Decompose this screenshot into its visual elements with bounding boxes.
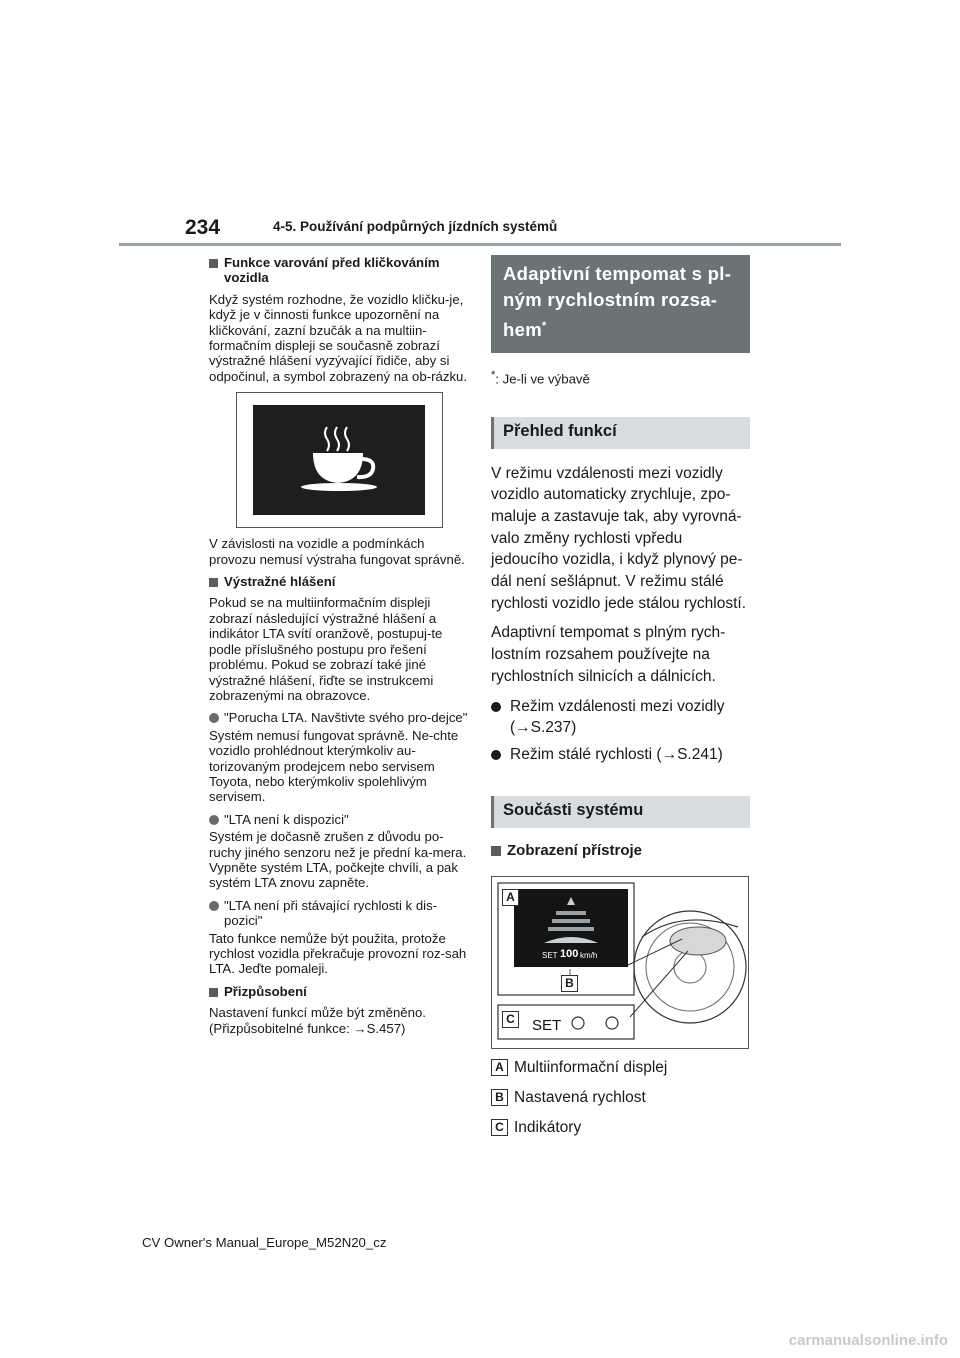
subsection-heading-overview: Přehled funkcí xyxy=(491,417,750,449)
legend-item-c xyxy=(491,1119,753,1137)
footnote xyxy=(491,369,753,386)
list-item: "Porucha LTA. Navštivte svého pro-dejce" xyxy=(209,710,471,725)
legend-text: Multiinformační displej xyxy=(514,1058,668,1076)
watermark: carmanualsonline.info xyxy=(788,1332,948,1349)
paragraph: V závislosti na vozidle a podmínkách provozu nemusí výstraha fungovat správně. xyxy=(209,536,465,567)
label-b: B xyxy=(561,975,578,992)
list-item: Režim vzdálenosti mezi vozidly (→S.237) xyxy=(491,696,753,739)
list-item: "LTA není při stávající rychlosti k dis-pozici" xyxy=(209,898,471,929)
instrument-panel-illustration xyxy=(492,877,748,1048)
chapter-title: 4-5. Používání podpůrných jízdních systémů xyxy=(273,219,558,234)
legend-letter: C xyxy=(491,1119,508,1136)
paragraph: Když systém rozhodne, že vozidlo kličku-je, když je v činnosti funkce upozornění na kličkování, zazní bzučák a na multiin-formačním displeji se současně zobrazí výstražné hlášení vyzývající řidiče, aby si odpočinul, a symbol zobrazený na ob-rázku. xyxy=(209,291,468,384)
heading-swerve-warning: Funkce varování před kličkováním vozidla xyxy=(209,255,471,286)
header-rule xyxy=(119,243,841,246)
subsection-heading-components: Součásti systému xyxy=(491,796,750,828)
legend-item-b xyxy=(491,1089,753,1107)
display-screen xyxy=(253,405,425,515)
instrument-diagram xyxy=(491,876,749,1049)
heading-warning-message: Výstražné hlášení xyxy=(209,574,471,589)
paragraph: V režimu vzdálenosti mezi vozidly vozidlo automaticky zrychluje, zpo-maluje a zastavuje tak, aby vyrovná-valo změny rychlosti vpředu jedoucího vozidla, i když plynový pe-dál není sešlápnut. V režimu stálé rychlosti vozidlo jede stálou rychlostí. xyxy=(491,464,747,612)
legend-item-a xyxy=(491,1059,753,1077)
paragraph: Pokud se na multiinformačním displeji zobrazí následující výstražné hlášení a indikátor LTA svítí oranžově, postupuj-te podle příslušného postupu pro řešení problému. Pokud se zobrazí také jiné výstražné hlášení, řiďte se instrukcemi zobrazenými na obrazovce. xyxy=(209,595,443,703)
label-a: A xyxy=(502,889,519,906)
right-column xyxy=(491,255,753,1149)
paragraph: Systém je dočasně zrušen z důvodu po-ruchy jiného senzoru než je přední ka-mera. Vypněte systém LTA, počkejte chvíli, a pak systém LTA znovu zapněte. xyxy=(209,829,467,891)
coffee-cup-icon xyxy=(253,405,425,515)
set-small-label: SET xyxy=(542,950,558,960)
legend-letter: B xyxy=(491,1089,508,1106)
left-column xyxy=(209,255,471,1043)
paragraph: Systém nemusí fungovat správně. Ne-chte vozidlo prohlédnout kterýmkoliv au-torizovaným prodejcem nebo servisem Toyota, nebo kterýmkoliv spolehlivým servisem. xyxy=(209,727,459,805)
coffee-cup-figure xyxy=(236,392,443,528)
set-indicator: SET xyxy=(532,1016,562,1034)
footnote-mark: * xyxy=(541,320,547,332)
paragraph: Tato funkce nemůže být použita, protože rychlost vozidla překračuje provozní roz-sah LTA. Jeďte pomaleji. xyxy=(209,930,467,977)
legend-letter: A xyxy=(491,1059,508,1076)
footnote-text: : Je-li ve výbavě xyxy=(495,371,590,387)
paragraph: Nastavení funkcí může být změněno. (Přizpůsobitelné funkce: →S.457) xyxy=(209,1005,426,1036)
page-number: 234 xyxy=(185,216,221,239)
label-c: C xyxy=(502,1011,519,1028)
paragraph: Adaptivní tempomat s plným rych-lostním rozsahem používejte na rychlostních silnicích a dálnicích. xyxy=(491,624,726,685)
set-speed-value: 100 xyxy=(560,947,579,960)
legend-text: Indikátory xyxy=(514,1118,582,1136)
legend-text: Nastavená rychlost xyxy=(514,1088,646,1106)
heading-customization: Přizpůsobení xyxy=(209,984,471,999)
list-item: Režim stálé rychlosti (→S.241) xyxy=(491,744,753,766)
heading-instrument-display: Zobrazení přístroje xyxy=(491,842,753,859)
speed-unit: km/h xyxy=(580,950,598,960)
footnote-mark: * xyxy=(491,369,496,382)
section-banner xyxy=(491,255,750,353)
footer-text: CV Owner's Manual_Europe_M52N20_cz xyxy=(142,1235,387,1250)
banner-title: Adaptivní tempomat s pl-ným rychlostním rozsa-hem xyxy=(503,263,732,341)
list-item: "LTA není k dispozici" xyxy=(209,812,471,827)
